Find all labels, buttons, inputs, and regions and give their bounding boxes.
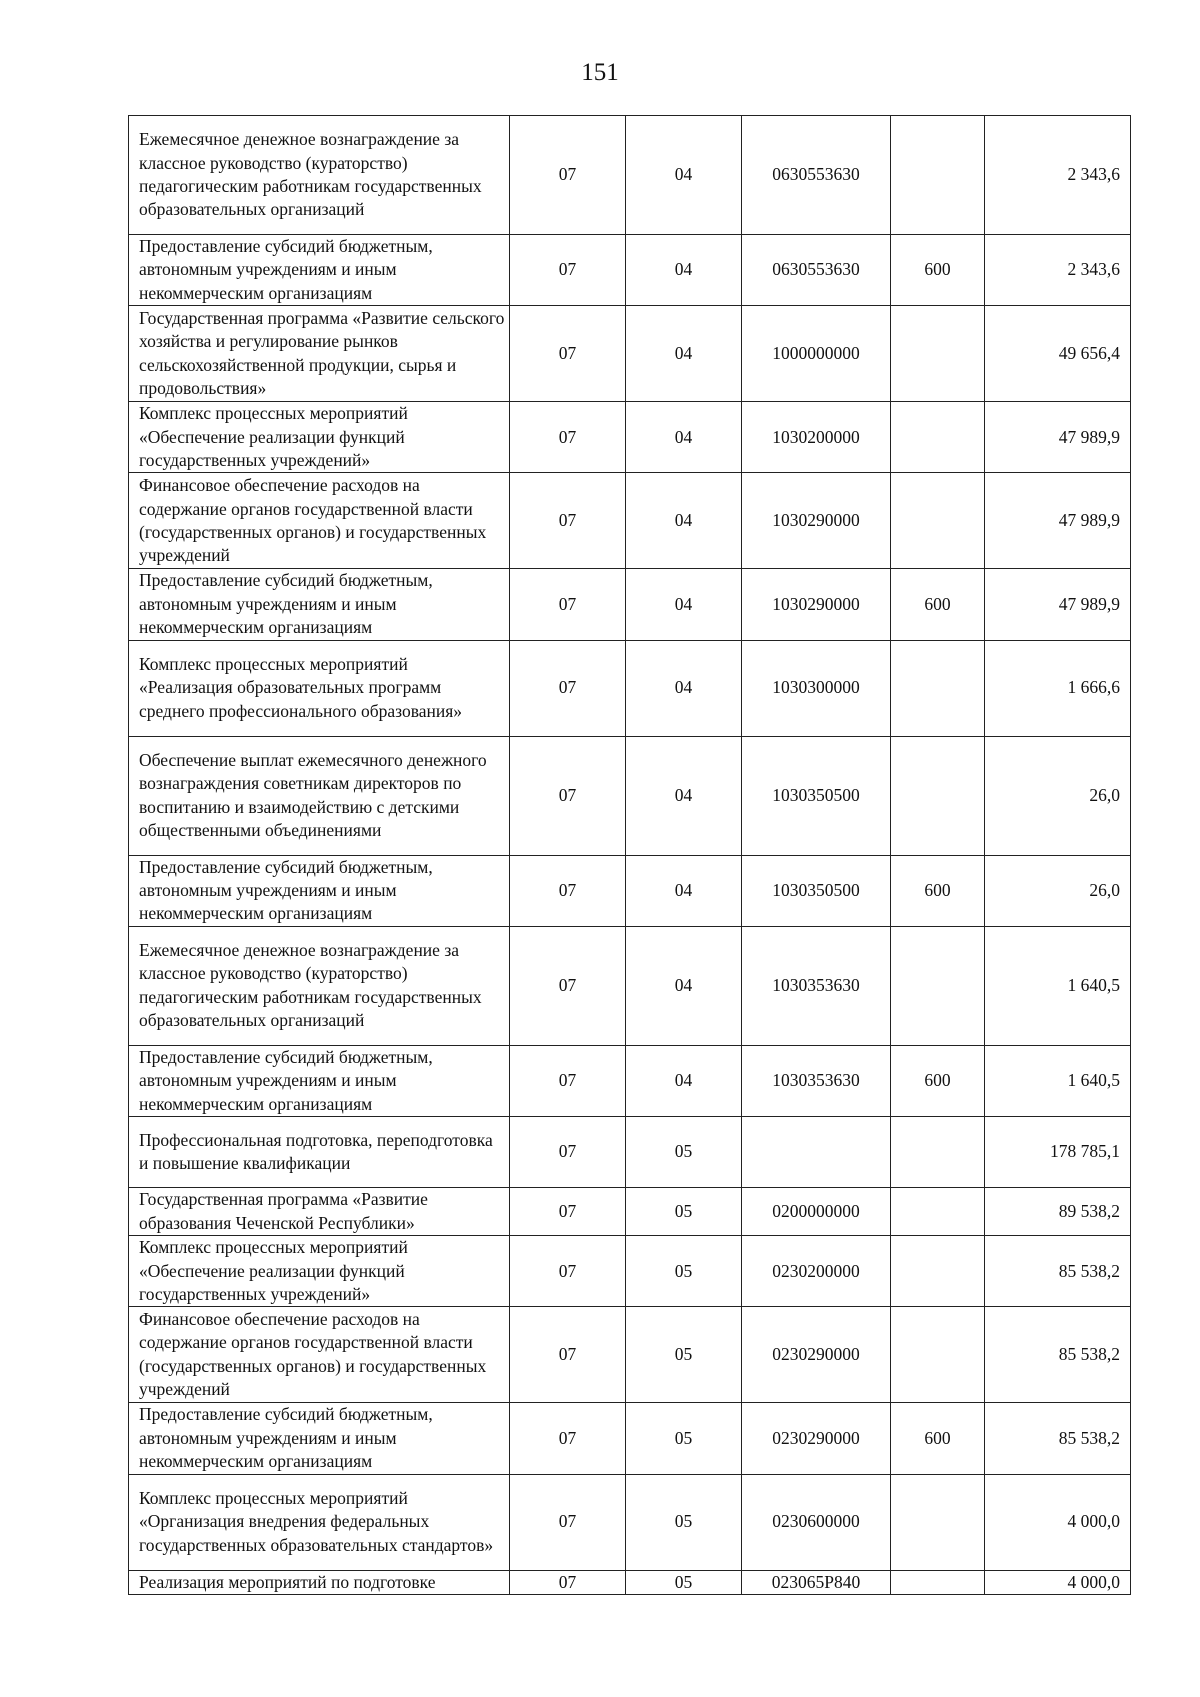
cell-target-code: 1030350500 [742,736,891,855]
cell-expense-type [891,1188,985,1236]
cell-section: 07 [510,736,626,855]
cell-amount: 26,0 [985,736,1131,855]
cell-amount: 1 640,5 [985,926,1131,1045]
page-number: 151 [581,59,619,86]
cell-expense-type [891,306,985,402]
cell-expense-type: 600 [891,569,985,640]
cell-section: 07 [510,306,626,402]
cell-name: Предоставление субсидий бюджетным, автономным учреждениям и иным некоммерческим организациям [129,1045,510,1116]
cell-section: 07 [510,1117,626,1188]
cell-section: 07 [510,235,626,306]
cell-name: Профессиональная подготовка, переподготовка и повышение квалификации [129,1117,510,1188]
table-row [129,569,1131,640]
cell-amount: 85 538,2 [985,1307,1131,1403]
cell-amount: 47 989,9 [985,473,1131,569]
cell-target-code: 1030353630 [742,926,891,1045]
table-row [129,1307,1131,1403]
table-row [129,235,1131,306]
cell-amount: 4 000,0 [985,1474,1131,1570]
cell-name: Ежемесячное денежное вознаграждение за классное руководство (кураторство) педагогическим работникам государственных образовательных организаций [129,926,510,1045]
cell-name: Обеспечение выплат ежемесячного денежного вознаграждения советникам директоров по воспитанию и взаимодействию с детскими общественными объединениями [129,736,510,855]
cell-name: Реализация мероприятий по подготовке [129,1570,510,1594]
cell-name: Финансовое обеспечение расходов на содержание органов государственной власти (государственных органов) и государственных учреждений [129,473,510,569]
table-row [129,736,1131,855]
cell-name: Предоставление субсидий бюджетным, автономным учреждениям и иным некоммерческим организациям [129,1403,510,1474]
cell-section: 07 [510,1474,626,1570]
cell-subsection: 04 [626,640,742,736]
cell-expense-type [891,402,985,473]
cell-name: Комплекс процессных мероприятий «Организация внедрения федеральных государственных образовательных стандартов» [129,1474,510,1570]
budget-table [128,115,1131,1595]
cell-expense-type [891,1474,985,1570]
cell-section: 07 [510,1403,626,1474]
cell-target-code: 023065Р840 [742,1570,891,1594]
cell-expense-type [891,1570,985,1594]
cell-target-code: 0230200000 [742,1236,891,1307]
cell-target-code: 0230290000 [742,1307,891,1403]
cell-expense-type: 600 [891,855,985,926]
cell-name: Предоставление субсидий бюджетным, автономным учреждениям и иным некоммерческим организациям [129,569,510,640]
cell-section: 07 [510,569,626,640]
cell-section: 07 [510,473,626,569]
cell-subsection: 05 [626,1188,742,1236]
budget-table-body [129,116,1131,1595]
cell-target-code: 1000000000 [742,306,891,402]
cell-amount: 2 343,6 [985,235,1131,306]
cell-expense-type: 600 [891,1045,985,1116]
cell-amount: 2 343,6 [985,116,1131,235]
cell-section: 07 [510,1236,626,1307]
cell-subsection: 04 [626,1045,742,1116]
table-row [129,926,1131,1045]
cell-amount: 1 640,5 [985,1045,1131,1116]
cell-section: 07 [510,1570,626,1594]
cell-section: 07 [510,640,626,736]
cell-subsection: 05 [626,1236,742,1307]
cell-subsection: 04 [626,116,742,235]
cell-expense-type [891,1307,985,1403]
cell-amount: 26,0 [985,855,1131,926]
cell-subsection: 05 [626,1403,742,1474]
cell-amount: 89 538,2 [985,1188,1131,1236]
table-row [129,855,1131,926]
table-row [129,1236,1131,1307]
cell-target-code [742,1117,891,1188]
cell-amount: 4 000,0 [985,1570,1131,1594]
cell-expense-type [891,473,985,569]
table-row [129,116,1131,235]
table-row [129,1045,1131,1116]
cell-amount: 1 666,6 [985,640,1131,736]
cell-target-code: 0630553630 [742,235,891,306]
cell-section: 07 [510,1188,626,1236]
cell-amount: 85 538,2 [985,1236,1131,1307]
table-row [129,306,1131,402]
cell-amount: 47 989,9 [985,402,1131,473]
cell-subsection: 04 [626,926,742,1045]
cell-target-code: 0230290000 [742,1403,891,1474]
cell-expense-type [891,116,985,235]
cell-subsection: 04 [626,569,742,640]
cell-subsection: 04 [626,306,742,402]
cell-subsection: 04 [626,855,742,926]
cell-name: Государственная программа «Развитие сельского хозяйства и регулирование рынков сельскохозяйственной продукции, сырья и продовольствия» [129,306,510,402]
table-row [129,1570,1131,1594]
cell-amount: 47 989,9 [985,569,1131,640]
cell-subsection: 05 [626,1117,742,1188]
cell-section: 07 [510,402,626,473]
cell-name: Ежемесячное денежное вознаграждение за классное руководство (кураторство) педагогическим работникам государственных образовательных организаций [129,116,510,235]
cell-expense-type [891,1236,985,1307]
cell-name: Государственная программа «Развитие образования Чеченской Республики» [129,1188,510,1236]
cell-expense-type [891,926,985,1045]
cell-target-code: 1030350500 [742,855,891,926]
cell-section: 07 [510,855,626,926]
cell-subsection: 04 [626,473,742,569]
cell-expense-type [891,1117,985,1188]
cell-subsection: 05 [626,1474,742,1570]
table-row [129,473,1131,569]
cell-subsection: 04 [626,402,742,473]
cell-name: Предоставление субсидий бюджетным, автономным учреждениям и иным некоммерческим организациям [129,855,510,926]
cell-expense-type [891,736,985,855]
cell-expense-type: 600 [891,235,985,306]
table-row [129,640,1131,736]
cell-section: 07 [510,116,626,235]
table-row [129,1403,1131,1474]
cell-name: Предоставление субсидий бюджетным, автономным учреждениям и иным некоммерческим организациям [129,235,510,306]
cell-name: Комплекс процессных мероприятий «Обеспечение реализации функций государственных учреждений» [129,1236,510,1307]
cell-amount: 85 538,2 [985,1403,1131,1474]
cell-name: Комплекс процессных мероприятий «Реализация образовательных программ среднего профессионального образования» [129,640,510,736]
cell-amount: 49 656,4 [985,306,1131,402]
cell-target-code: 0230600000 [742,1474,891,1570]
cell-target-code: 0200000000 [742,1188,891,1236]
cell-expense-type [891,640,985,736]
cell-target-code: 1030353630 [742,1045,891,1116]
cell-target-code: 1030290000 [742,569,891,640]
cell-target-code: 0630553630 [742,116,891,235]
cell-section: 07 [510,1307,626,1403]
cell-expense-type: 600 [891,1403,985,1474]
cell-subsection: 05 [626,1570,742,1594]
cell-section: 07 [510,926,626,1045]
table-row [129,1474,1131,1570]
cell-name: Комплекс процессных мероприятий «Обеспечение реализации функций государственных учреждений» [129,402,510,473]
table-row [129,402,1131,473]
cell-subsection: 05 [626,1307,742,1403]
table-row [129,1117,1131,1188]
cell-target-code: 1030300000 [742,640,891,736]
cell-amount: 178 785,1 [985,1117,1131,1188]
cell-section: 07 [510,1045,626,1116]
cell-name: Финансовое обеспечение расходов на содержание органов государственной власти (государственных органов) и государственных учреждений [129,1307,510,1403]
cell-subsection: 04 [626,736,742,855]
table-row [129,1188,1131,1236]
cell-target-code: 1030290000 [742,473,891,569]
cell-target-code: 1030200000 [742,402,891,473]
cell-subsection: 04 [626,235,742,306]
